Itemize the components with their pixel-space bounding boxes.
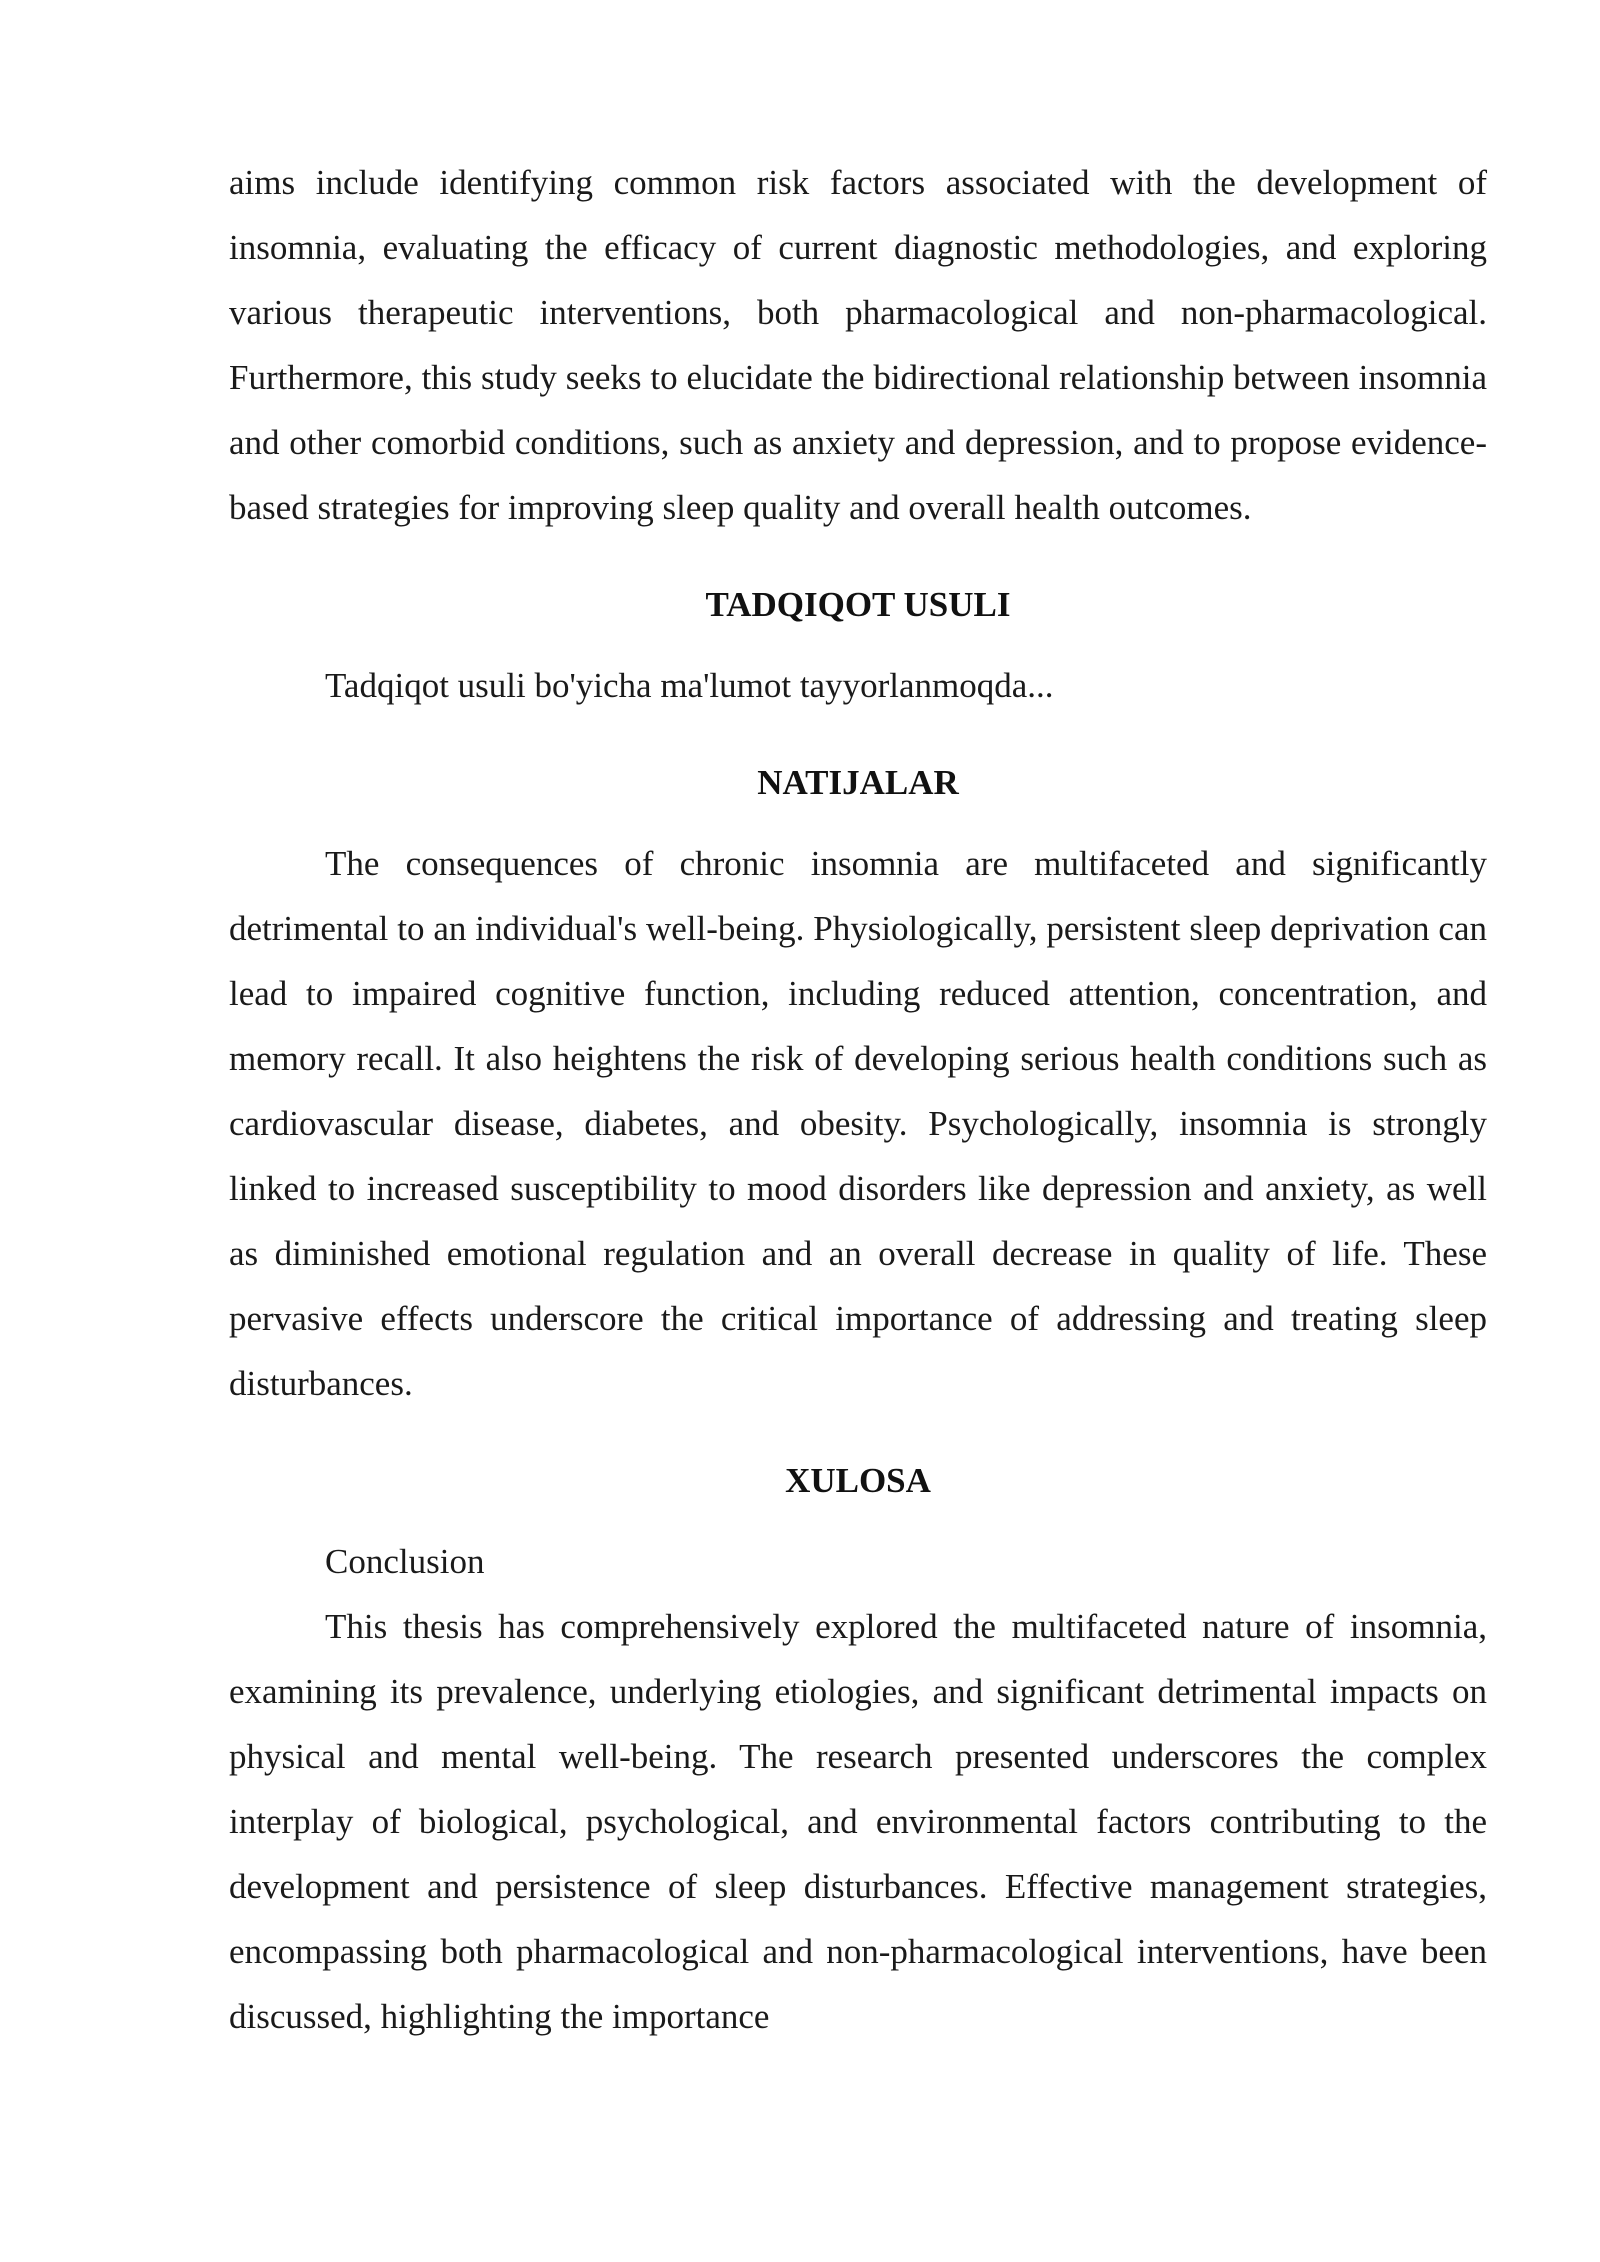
conclusion-subheading: Conclusion: [325, 1542, 485, 1581]
methods-paragraph: Tadqiqot usuli bo'yicha ma'lumot tayyorlanmoqda...: [325, 666, 1054, 705]
results-heading: NATIJALAR: [757, 763, 959, 802]
document-page: [229, 150, 1487, 2049]
intro-paragraph: aims include identifying common risk factors associated with the development of insomnia, evaluating the efficacy of current diagnostic methodologies, and exploring various therapeutic interventions, both pharmacological and non-pharmacological. Furthermore, this study seeks to elucidate the bidirectional relationship between insomnia and other comorbid conditions, such as anxiety and depression, and to propose evidence-based strategies for improving sleep quality and overall health outcomes.: [229, 163, 1487, 527]
conclusion-heading: XULOSA: [785, 1461, 931, 1500]
results-paragraph: The consequences of chronic insomnia are multifaceted and significantly detrimental to an individual's well-being. Physiologically, persistent sleep deprivation can lead to impaired cognitive function, including reduced attention, concentration, and memory recall. It also heightens the risk of developing serious health conditions such as cardiovascular disease, diabetes, and obesity. Psychologically, insomnia is strongly linked to increased susceptibility to mood disorders like depression and anxiety, as well as diminished emotional regulation and an overall decrease in quality of life. These pervasive effects underscore the critical importance of addressing and treating sleep disturbances.: [229, 844, 1487, 1403]
conclusion-paragraph: This thesis has comprehensively explored the multifaceted nature of insomnia, examining its prevalence, underlying etiologies, and significant detrimental impacts on physical and mental well-being. The research presented underscores the complex interplay of biological, psychological, and environmental factors contributing to the development and persistence of sleep disturbances. Effective management strategies, encompassing both pharmacological and non-pharmacological interventions, have been discussed, highlighting the importance: [229, 1607, 1487, 2036]
methods-heading: TADQIQOT USULI: [705, 585, 1011, 624]
